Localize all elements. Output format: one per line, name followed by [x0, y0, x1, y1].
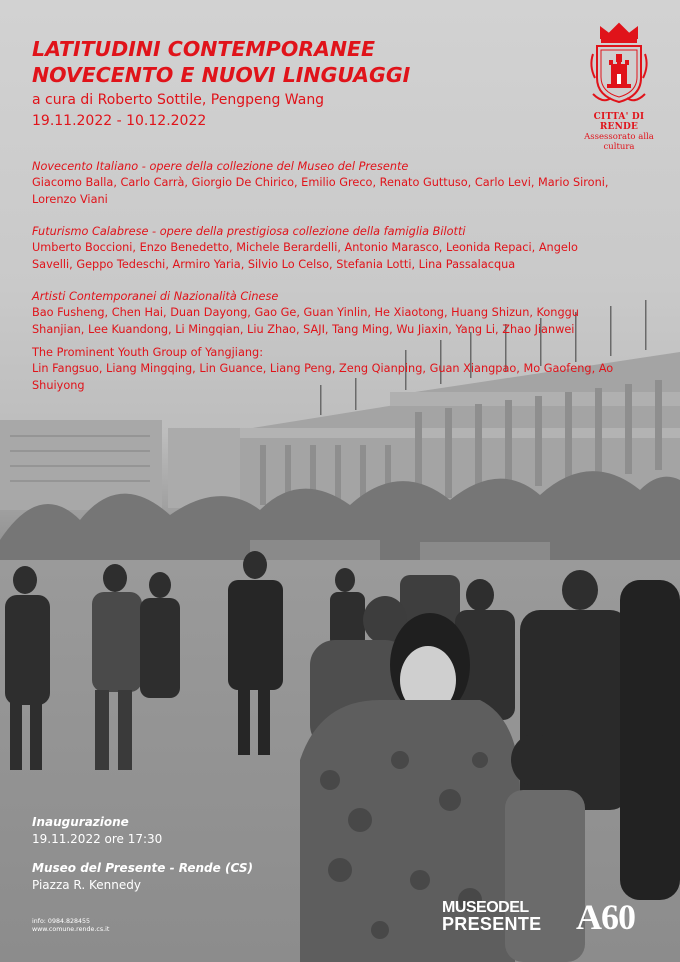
city-department: Assessorato alla cultura — [584, 132, 654, 152]
museo-logo-line-1: MUSEODEL — [442, 899, 529, 916]
venue-name: Museo del Presente - Rende (CS) — [32, 861, 253, 875]
city-crest-icon — [587, 20, 651, 106]
section-novecento — [32, 159, 622, 208]
a60-logo: A60 — [576, 897, 635, 937]
section-heading: Novecento Italiano - opere della collezione del Museo del Presente — [32, 160, 409, 173]
venue-block — [32, 860, 253, 894]
title-line-1: LATITUDINI CONTEMPORANEE — [32, 37, 376, 61]
exhibition-title — [32, 36, 410, 88]
title-line-2: NOVECENTO E NUOVI LINGUAGGI — [32, 63, 411, 87]
exhibition-dates: 19.11.2022 - 10.12.2022 — [32, 113, 207, 129]
section-heading: Artisti Contemporanei di Nazionalità Cinese — [32, 290, 279, 303]
contact-info — [32, 918, 109, 934]
section-futurismo — [32, 224, 622, 273]
museo-logo-line-2: PRESENTE — [442, 914, 542, 934]
museo-del-presente-logo — [442, 899, 541, 933]
inauguration-datetime: 19.11.2022 ore 17:30 — [32, 832, 163, 846]
section-yangjiang-group — [32, 345, 622, 394]
section-artists: Giacomo Balla, Carlo Carrà, Giorgio De Chirico, Emilio Greco, Renato Guttuso, Carlo Levi, Mario Sironi, Lorenzo Viani — [32, 176, 609, 206]
section-artists: Umberto Boccioni, Enzo Benedetto, Michele Berardelli, Antonio Marasco, Leonida Repaci, Angelo Savelli, Geppo Tedeschi, Armiro Yaria, Silvio Lo Celso, Stefania Lotti, Lina Passalacqua — [32, 241, 578, 271]
inauguration-block — [32, 814, 162, 848]
venue-address: Piazza R. Kennedy — [32, 878, 141, 892]
contact-phone: info: 0984.828455 — [32, 918, 90, 925]
section-heading: The Prominent Youth Group of Yangjiang: — [32, 346, 264, 359]
curator-line: a cura di Roberto Sottile, Pengpeng Wang — [32, 92, 325, 108]
inauguration-label: Inaugurazione — [32, 815, 129, 829]
section-artists: Lin Fangsuo, Liang Mingqing, Lin Guance, Liang Peng, Zeng Qianping, Guan Xiangpao, Mo Gaofeng, Ao Shuiyong — [32, 362, 614, 392]
section-artists: Bao Fusheng, Chen Hai, Duan Dayong, Gao Ge, Guan Yinlin, He Xiaotong, Huang Shizun, Konggu Shanjian, Lee Kuandong, Li Mingqian, Liu Zhao, SAJI, Tang Ming, Wu Jiaxin, Yang Li, Zhao Jianwei — [32, 306, 579, 336]
city-name: CITTA' DI RENDE — [593, 112, 645, 132]
section-heading: Futurismo Calabrese - opere della prestigiosa collezione della famiglia Bilotti — [32, 225, 466, 238]
contact-website: www.comune.rende.cs.it — [32, 926, 110, 933]
city-logo — [578, 20, 660, 152]
section-chinese-artists — [32, 289, 622, 338]
